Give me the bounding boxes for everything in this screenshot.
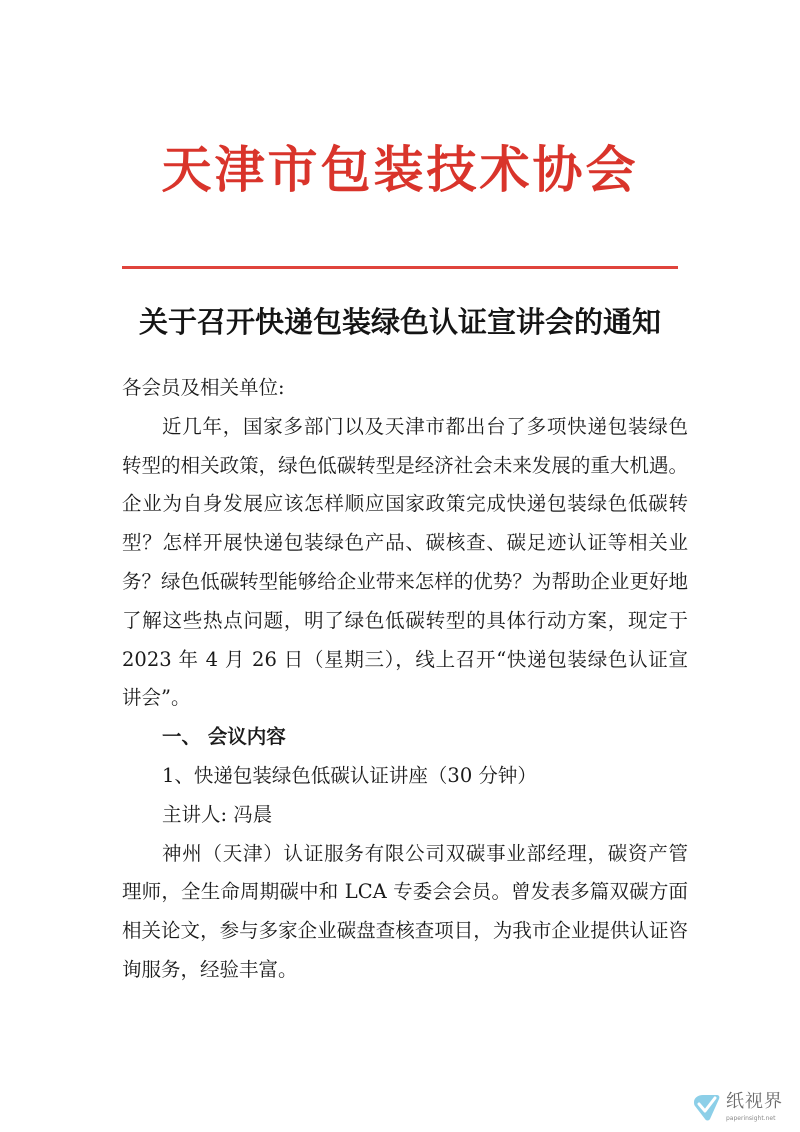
watermark-url: paperinsight.net — [726, 1115, 776, 1122]
section-heading: 一、 会议内容 — [162, 725, 286, 749]
paperinsight-logo-icon — [690, 1092, 722, 1124]
document-title: 关于召开快递包装绿色认证宣讲会的通知 — [138, 305, 661, 339]
speaker-bio: 神州（天津）认证服务有限公司双碳事业部经理，碳资产管理师，全生命周期碳中和 LCA 专委会会员。曾发表多篇双碳方面相关论文，参与多家企业碳盘查核查项目，为我市企业提供认证咨询服务，经验丰富。 — [122, 841, 688, 981]
intro-paragraph: 近几年，国家多部门以及天津市都出台了多项快递包装绿色转型的相关政策，绿色低碳转型是经济社会未来发展的重大机遇。企业为自身发展应该怎样顺应国家政策完成快递包装绿色低碳转型？怎样开展快递包装绿色产品、碳核查、碳足迹认证等相关业务？绿色低碳转型能够给企业带来怎样的优势？为帮助企业更好地了解这些热点问题，明了绿色低碳转型的具体行动方案，现定于 2023 年 4 月 26 日（星期三），线上召开“快递包装绿色认证宣讲会”。 — [122, 414, 688, 710]
salutation: 各会员及相关单位: — [122, 376, 285, 399]
letterhead-divider — [122, 266, 678, 269]
document-body — [122, 369, 688, 990]
letterhead-organization: 天津市包装技术协会 — [161, 140, 639, 199]
watermark-name: 纸视界 — [726, 1091, 783, 1112]
watermark — [690, 1090, 794, 1128]
speaker-name: 主讲人: 冯晨 — [162, 802, 273, 826]
agenda-item: 1、快递包装绿色低碳认证讲座（30 分钟） — [162, 763, 537, 787]
